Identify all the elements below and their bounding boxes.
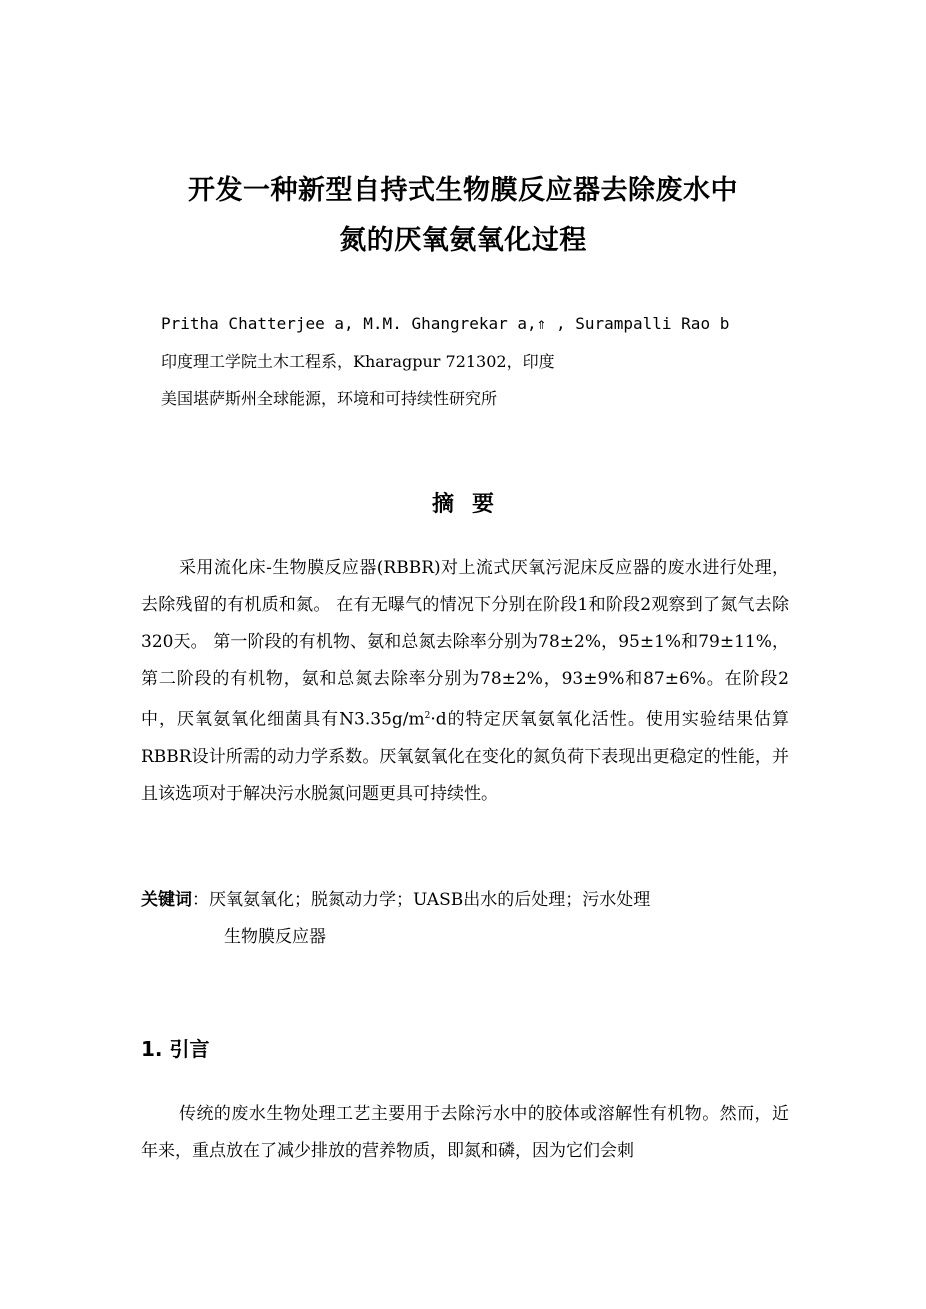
abstract-heading: 摘要 xyxy=(431,492,512,517)
title-line-2: 氮的厌氧氨氧化过程 xyxy=(339,225,587,256)
author-list: Pritha Chatterjee a, M.M. Ghangrekar a,⇑ , Surampalli Rao b xyxy=(161,314,730,333)
keywords-line-1: 厌氧氨氧化；脱氮动力学；UASB出水的后处理；污水处理 xyxy=(209,890,651,910)
section-heading: 1. 引言 xyxy=(141,1037,210,1061)
keywords-label: 关键词 xyxy=(141,890,192,910)
abstract-text-part-1: 采用流化床-生物膜反应器(RBBR)对上流式厌氧污泥床反应器的废水进行处理，去除残留的有机质和氮。 在有无曝气的情况下分别在阶段1和阶段2观察到了氮气去除320天。 第一阶段的有机物、氨和总氮去除率分别为78±2%，95±1%和79±11%，第二阶段的有机物，氨和总氮去除率分别为78±2%，93±9%和87±6%。在阶段2中，厌氧氨氧化细菌具有N3.35g/m xyxy=(141,558,789,730)
introduction-paragraph: 传统的废水生物处理工艺主要用于去除污水中的胶体或溶解性有机物。然而，近年来，重点放在了减少排放的营养物质，即氮和磷，因为它们会刺 xyxy=(141,1104,789,1161)
keywords-block xyxy=(141,882,650,956)
abstract-paragraph xyxy=(141,550,789,813)
affiliation-1: 印度理工学院土木工程系，Kharagpur 721302，印度 xyxy=(161,352,555,371)
affiliation-2: 美国堪萨斯州全球能源，环境和可持续性研究所 xyxy=(161,389,498,408)
title-line-1: 开发一种新型自持式生物膜反应器去除废水中 xyxy=(188,175,738,206)
keywords-separator: ： xyxy=(192,890,209,910)
abstract-text-part-2: ·d的特定厌氧氨氧化活性。使用实验结果估算RBBR设计所需的动力学系数。厌氧氨氧化在变化的氮负荷下表现出更稳定的性能，并且该选项对于解决污水脱氮问题更具可持续性。 xyxy=(141,709,789,804)
abstract-superscript: 2 xyxy=(424,711,431,721)
keywords-line-2: 生物膜反应器 xyxy=(224,927,326,947)
